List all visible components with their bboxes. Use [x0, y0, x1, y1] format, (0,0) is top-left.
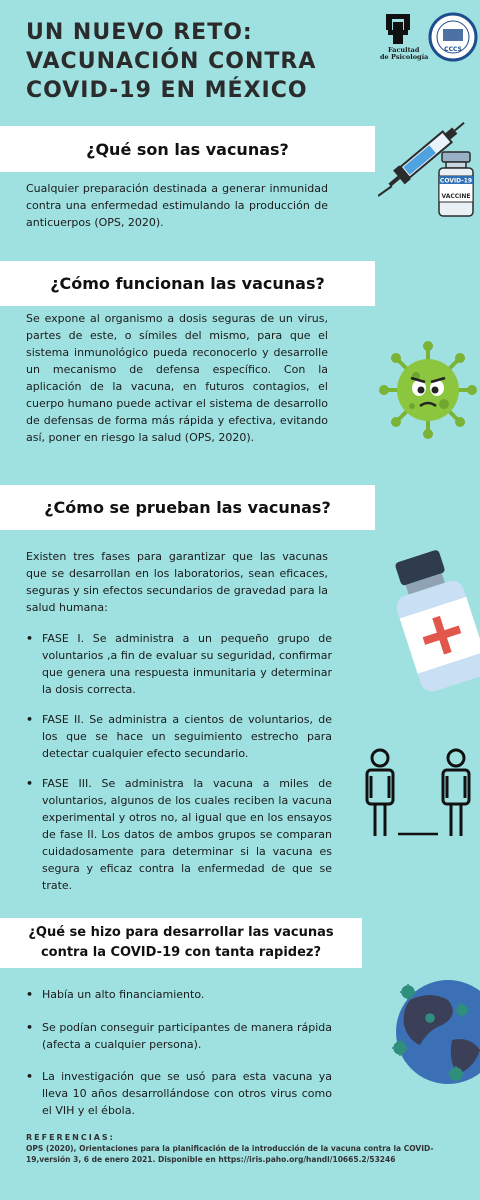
list-item-financing [26, 986, 332, 1003]
heading-text: ¿Cómo funcionan las vacunas? [50, 274, 325, 293]
vial-label-covid: COVID-19 [439, 177, 473, 185]
references [26, 1132, 446, 1165]
heading-line-1: ¿Qué se hizo para desarrollar las vacunas [28, 925, 334, 940]
vial-label-vaccine: VACCINE [441, 193, 471, 200]
ccc-badge-icon [428, 12, 478, 62]
title-line-2: VACUNACIÓN CONTRA [26, 49, 317, 74]
svg-text:CCCS: CCCS [444, 46, 462, 53]
faculty-logo-icon [378, 10, 428, 70]
institution-logos [378, 10, 478, 70]
bullet-marker: • [26, 1070, 34, 1083]
angry-virus-icon [378, 340, 478, 440]
bullet-marker: • [26, 713, 34, 726]
list-item-text: FASE III. Se administra la vacuna a miles de voluntarios, algunos de los cuales reciben la vacuna experimental y otros no, al igual que en los ensayos de fase II. Los datos de ambos grupos se comparan cuidadosamente para determinar si la vacuna es segura y eficaz contra la enfermedad de que se trate. [42, 777, 332, 892]
list-item-text: FASE I. Se administra a un pequeño grupo de voluntarios ,a fin de evaluar su seguridad, confirmar que genera una respuesta inmunitaria y determinar la dosis correcta. [42, 632, 332, 696]
medicine-bottle-icon [392, 545, 480, 695]
page-title [26, 18, 356, 105]
section-body-how-vaccines-work: Se expone al organismo a dosis seguras de un virus, partes de este, o símiles del mismo, para que el sistema inmunológico pueda reconocerlo y desarrolle un mecanismo de defensa específico. Con la aplicación de la vacuna, en futuros contagios, el cuerpo humano puede activar el sistema de desarrollo de defensas de forma más rápida y efectiva, evitando así, poner en riesgo la salud (OPS, 2020). [26, 312, 328, 444]
bullet-marker: • [26, 1021, 34, 1034]
list-item-text: FASE II. Se administra a cientos de voluntarios, de los que se hace un seguimiento estrecho para detectar cualquier efecto secundario. [42, 713, 332, 760]
references-text: OPS (2020), Orientaciones para la planificación de la introducción de la vacuna contra la COVID-19,versión 3, 6 de enero 2021. Disponible en https://iris.paho.org/handl/10665.2/53246 [26, 1144, 434, 1164]
list-item-phase-3 [26, 775, 332, 894]
bullet-marker: • [26, 988, 34, 1001]
infected-globe-icon [370, 970, 480, 1090]
section-heading-how-vaccines-tested [0, 485, 375, 530]
bullet-marker: • [26, 777, 34, 790]
social-distancing-icon [358, 746, 478, 842]
list-item-participants [26, 1019, 332, 1053]
list-item-phase-1 [26, 630, 332, 698]
section-heading-how-vaccines-work [0, 261, 375, 306]
list-item-text: Había un alto financiamiento. [42, 988, 205, 1001]
covid-vaccine-vial-icon [436, 150, 476, 218]
references-heading: REFERENCIAS: [26, 1133, 115, 1142]
list-item-phase-2 [26, 711, 332, 762]
list-item-text: Se podían conseguir participantes de manera rápida (afecta a cualquier persona). [42, 1021, 332, 1051]
list-item-prior-research [26, 1068, 332, 1119]
bullet-marker: • [26, 632, 34, 645]
section-body-what-are-vaccines: Cualquier preparación destinada a generar inmunidad contra una enfermedad estimulando la producción de anticuerpos (OPS, 2020). [26, 182, 328, 229]
section-heading-why-so-fast [0, 918, 362, 968]
section-body-how-vaccines-tested: Existen tres fases para garantizar que las vacunas que se desarrollan en los laboratorios, sean eficaces, seguras y sin efectos secundarios de gravedad para la salud humana: [26, 550, 328, 614]
heading-text: ¿Cómo se prueban las vacunas? [44, 498, 331, 517]
section-heading-what-are-vaccines [0, 126, 375, 172]
heading-line-2: contra la COVID-19 con tanta rapidez? [40, 945, 322, 960]
title-line-3: COVID-19 EN MÉXICO [26, 78, 308, 103]
list-item-text: La investigación que se usó para esta vacuna ya lleva 10 años desarrollándose con otros virus como el VIH y el ébola. [42, 1070, 332, 1117]
heading-text: ¿Qué son las vacunas? [86, 139, 289, 159]
faculty-label: Facultad de Psicología [380, 46, 429, 61]
title-line-1: UN NUEVO RETO: [26, 20, 253, 45]
